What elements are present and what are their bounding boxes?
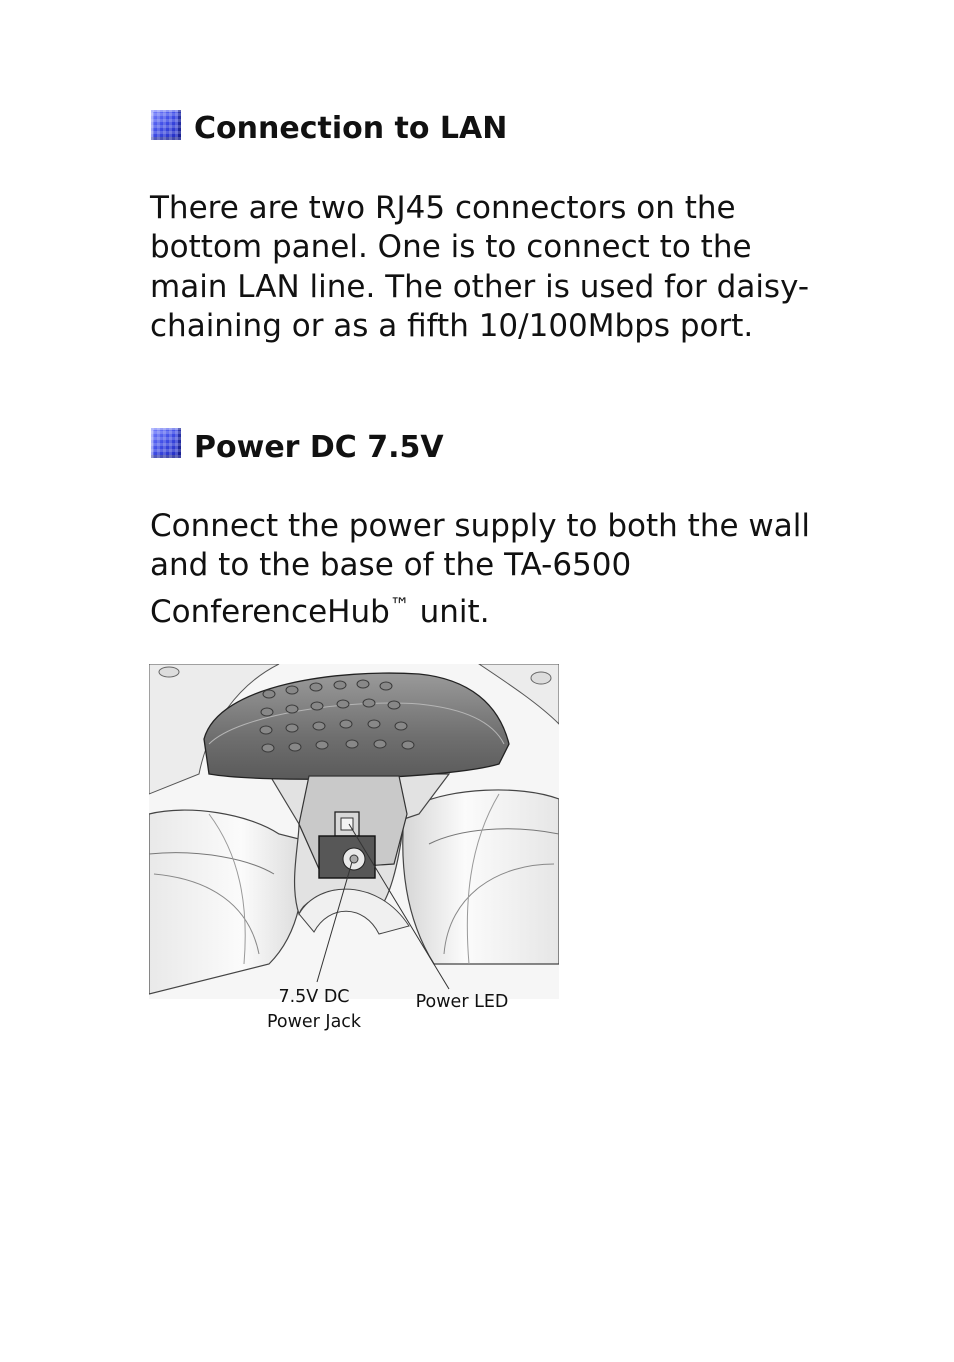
lan-line: chaining or as a fifth 10/100Mbps port. xyxy=(150,308,754,345)
lan-line: There are two RJ45 connectors on the xyxy=(150,190,736,226)
section-bullet-icon xyxy=(151,110,181,140)
product-illustration xyxy=(149,664,559,999)
power-jack-callout-line2: Power Jack xyxy=(266,1012,362,1032)
power-led-callout: Power LED xyxy=(415,992,509,1012)
power-line-brand xyxy=(150,586,830,632)
section-heading-lan: Connection to LAN xyxy=(194,111,508,146)
power-jack-callout-line1: 7.5V DC xyxy=(278,987,350,1007)
trademark-mark: ™ xyxy=(389,592,410,617)
power-paragraph xyxy=(150,507,830,632)
section-heading-power: Power DC 7.5V xyxy=(194,430,444,465)
lan-line: main LAN line. The other is used for daisy- xyxy=(150,268,810,305)
brand-tail: unit. xyxy=(409,593,490,630)
lan-line: bottom panel. One is to connect to the xyxy=(150,229,752,266)
power-line: and to the base of the TA-6500 xyxy=(150,547,632,584)
product-bottom-photo xyxy=(149,664,559,999)
power-jack-callout xyxy=(250,985,378,1035)
section-bullet-icon xyxy=(151,428,181,458)
lan-paragraph xyxy=(150,189,830,347)
brand-name: ConferenceHub xyxy=(150,593,390,630)
power-line: Connect the power supply to both the wall xyxy=(150,508,810,544)
